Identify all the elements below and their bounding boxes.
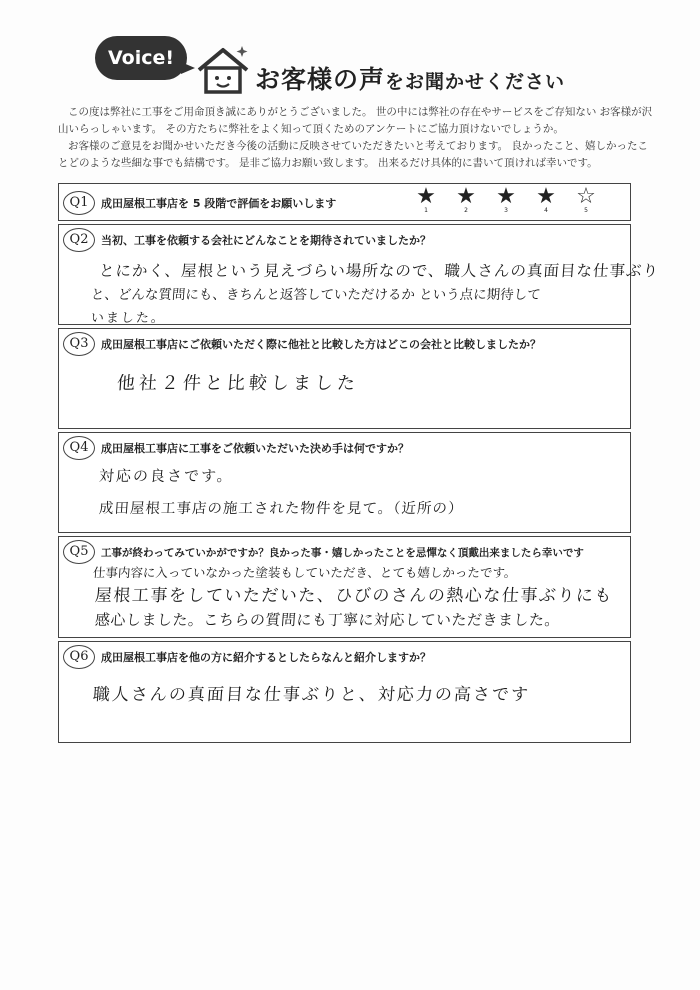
question-number: Q5 [63, 540, 95, 564]
question-q2 [58, 224, 660, 326]
house-icon [195, 42, 251, 96]
intro-paragraph-1: この度は弊社に工事をご用命頂き誠にありがとうございました。 世の中には弊社の存在やサービスをご存知ない お客様が沢山いらっしゃいます。 その方たちに弊社をよく知って頂くためのアンケートにご協力頂けないでしょうか。 [58, 106, 653, 135]
page-title [255, 60, 565, 96]
question-q4 [58, 432, 631, 533]
survey-header [95, 28, 615, 98]
question-q5 [58, 536, 631, 638]
question-q6 [58, 641, 631, 743]
answer-line: 職人さんの真面目な仕事ぶりと、対応力の高さです [92, 685, 531, 705]
answer-line: と、どんな質問にも、きちんと返答していただけるか という点に期待して [90, 287, 542, 303]
question-q3 [58, 328, 631, 429]
answer-line: とにかく、屋根という見えづらい場所なので、職人さんの真面目な仕事ぶり [98, 262, 660, 280]
question-number: Q6 [63, 645, 95, 669]
question-text: 当初、工事を依頼する会社にどんなことを期待されていましたか？ [101, 234, 431, 247]
title-main: お客様の声 [255, 65, 386, 94]
rating-star: ★ 4 [526, 186, 566, 216]
question-number: Q4 [63, 436, 95, 460]
answer-line: いました。 [90, 311, 167, 326]
answer-line: 感心しました。こちらの質問にも丁寧に対応していただきました。 [94, 611, 561, 629]
question-text: 成田屋根工事店にご依頼いただく際に他社と比較した方はどこの会社と比較しましたか？ [101, 338, 541, 351]
title-sub: をお聞かせください [385, 71, 566, 93]
question-q1 [58, 183, 631, 221]
rating-stars [406, 186, 606, 216]
rating-star: ★ 3 [486, 186, 526, 216]
star-icon: ★ [536, 184, 556, 209]
question-number: Q2 [63, 228, 95, 252]
answer-line: 成田屋根工事店の施工された物件を見て。（近所の） [98, 501, 464, 517]
question-text: 工事が終わってみていかがですか？良かった事・嬉しかったことを忌憚なく頂戴出来ましたら幸いです [101, 546, 584, 559]
question-number: Q3 [63, 332, 95, 356]
star-icon: ★ [416, 184, 436, 209]
question-number: Q1 [63, 191, 95, 215]
rating-star: ☆ 5 [566, 186, 606, 216]
rating-star: ★ 1 [406, 186, 446, 216]
intro-text [58, 104, 658, 172]
question-text: 成田屋根工事店を他の方に紹介するとしたらなんと紹介しますか？ [101, 651, 431, 664]
question-text: 成田屋根工事店を 5 段階で評価をお願いします [101, 197, 337, 210]
answer-line: 屋根工事をしていただいた、ひびのさんの熱心な仕事ぶりにも [94, 586, 614, 606]
star-icon: ★ [496, 184, 516, 209]
voice-badge: Voice! [95, 36, 187, 80]
answer-line: 他社２件と比較しました [116, 373, 360, 394]
rating-star: ★ 2 [446, 186, 486, 216]
intro-paragraph-2: お客様のご意見をお聞かせいただき今後の活動に反映させていただきたいと考えております。 良かったこと、嬉しかったことどのような些細な事でも結構です。 是非ご協力お願い致します。 出来るだけ具体的に書いて頂ければ幸いです。 [58, 140, 648, 169]
question-text: 成田屋根工事店に工事をご依頼いただいた決め手は何ですか？ [101, 442, 409, 455]
answer-line: 対応の良さです。 [98, 467, 235, 485]
star-outline-icon: ☆ [576, 184, 596, 209]
answer-line: 仕事内容に入っていなかった塗装もしていただき、とても嬉しかったです。 [92, 565, 518, 580]
star-icon: ★ [456, 184, 476, 209]
